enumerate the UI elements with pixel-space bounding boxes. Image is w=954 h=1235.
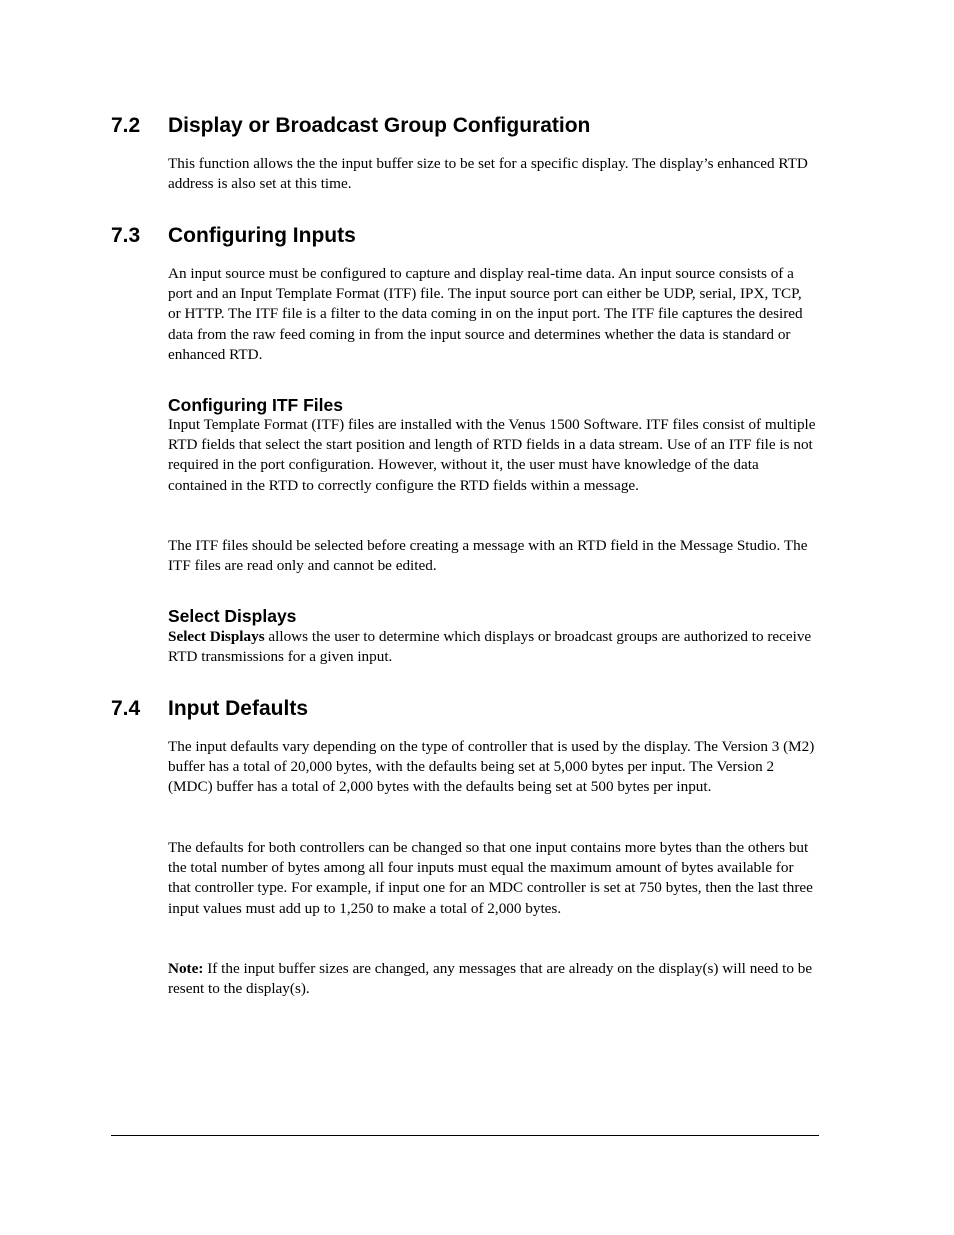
section-7-2-title: Display or Broadcast Group Configuration bbox=[168, 114, 591, 137]
section-7-3-title: Configuring Inputs bbox=[168, 224, 356, 247]
configuring-itf-files-paragraph-1: Input Template Format (ITF) files are installed with the Venus 1500 Software. ITF files consist of multiple RTD fields that select the start position and length of RTD fields in a data stream. Use of an ITF file is not required in the port configuration. However, without it, the user must have knowledge of the data contained in the RTD to correctly configure the RTD fields within a message. bbox=[168, 416, 816, 494]
select-displays-paragraph bbox=[168, 627, 818, 667]
configuring-itf-files-paragraph-2: The ITF files should be selected before creating a message with an RTD field in the Message Studio. The ITF files are read only and cannot be edited. bbox=[168, 537, 808, 575]
select-displays-heading: Select Displays bbox=[168, 606, 297, 626]
note-label: Note: bbox=[168, 960, 204, 977]
note-text: If the input buffer sizes are changed, any messages that are already on the display(s) will need to be resent to the display(s). bbox=[168, 960, 813, 998]
section-7-2-heading bbox=[111, 114, 590, 138]
section-7-2-number: 7.2 bbox=[111, 114, 141, 137]
section-7-3-paragraph: An input source must be configured to capture and display real-time data. An input source consists of a port and an Input Template Format (ITF) file. The input source port can either be UDP, serial, IPX, TCP, or HTTP. The ITF file is a filter to the data coming in on the input port. The ITF file captures the desired data from the raw feed coming in from the input source and determines whether the data is standard or enhanced RTD. bbox=[168, 265, 803, 363]
configuring-itf-files-heading: Configuring ITF Files bbox=[168, 395, 343, 415]
section-7-3-number: 7.3 bbox=[111, 224, 141, 247]
select-displays-lead: Select Displays bbox=[168, 628, 265, 645]
select-displays-text: allows the user to determine which displays or broadcast groups are authorized to receive RTD transmissions for a given input. bbox=[168, 628, 812, 666]
section-7-4-number: 7.4 bbox=[111, 697, 141, 720]
section-7-4-note bbox=[168, 959, 818, 999]
section-7-4-heading bbox=[111, 697, 308, 721]
section-7-2-paragraph: This function allows the the input buffer size to be set for a specific display. The display’s enhanced RTD address is also set at this time. bbox=[168, 155, 808, 193]
section-7-4-paragraph-1: The input defaults vary depending on the type of controller that is used by the display. The Version 3 (M2) buffer has a total of 20,000 bytes, with the defaults being set at 5,000 bytes per input. The Version 2 (MDC) buffer has a total of 2,000 bytes with the defaults being set at 500 bytes per input. bbox=[168, 738, 815, 796]
section-7-4-title: Input Defaults bbox=[168, 697, 308, 720]
section-7-4-paragraph-2: The defaults for both controllers can be changed so that one input contains more bytes than the others but the total number of bytes among all four inputs must equal the maximum amount of bytes available for that controller type. For example, if input one for an MDC controller is set at 750 bytes, then the last three input values must add up to 1,250 to make a total of 2,000 bytes. bbox=[168, 839, 813, 917]
section-7-3-heading bbox=[111, 224, 356, 248]
footer-divider bbox=[111, 1135, 819, 1136]
